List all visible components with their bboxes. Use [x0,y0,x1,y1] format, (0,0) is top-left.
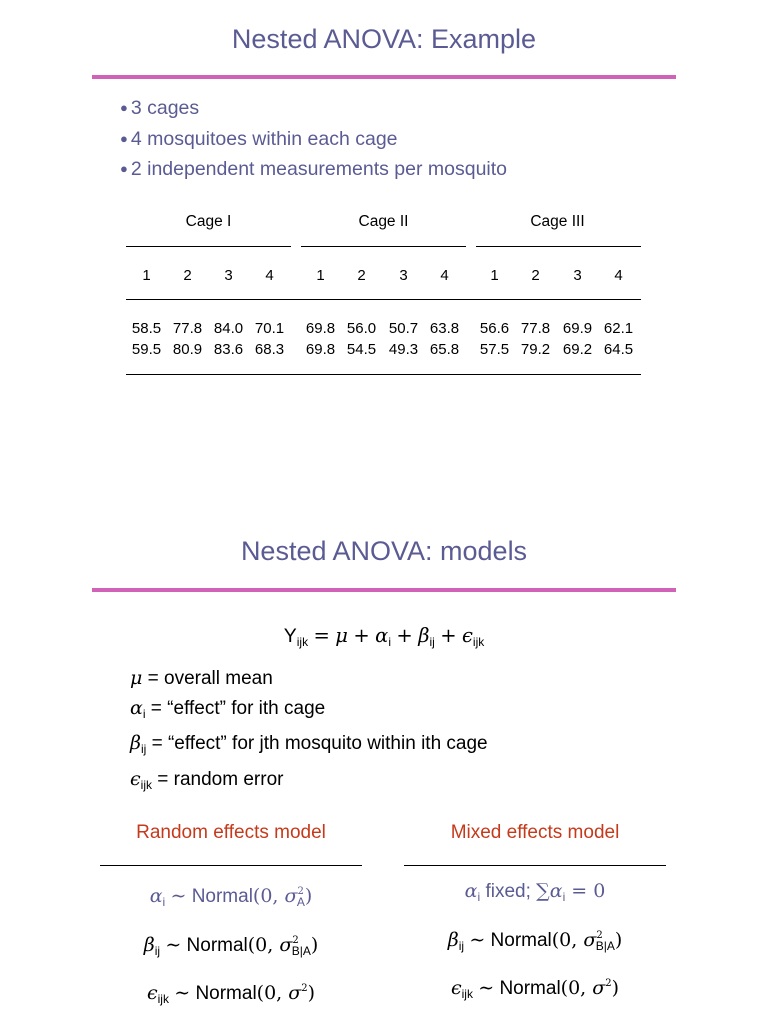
slide1-title: Nested ANOVA: Example [231,24,537,54]
random-beta-line: $\beta_{ij}$ ∼ Normal(0, $\sigma^2_{B|A}$) [143,933,319,958]
cage-heading: Cage III [530,213,585,230]
measurement-cell: 77.8 [520,320,551,337]
mosquito-label: 3 [224,267,233,284]
cage-heading: Cage I [185,213,232,230]
cage-underline [476,246,641,247]
mosquito-label: 1 [142,267,151,284]
measurement-cell: 69.2 [562,341,593,358]
measurement-cell: 77.8 [172,320,203,337]
measurement-cell: 63.8 [429,320,460,337]
mosquito-label: 4 [614,267,623,284]
definition-row: $\epsilon_{ijk}$ = random error [130,767,284,792]
mosquito-label: 3 [573,267,582,284]
measurement-cell: 80.9 [172,341,203,358]
slide2-title: Nested ANOVA: models [240,536,528,566]
random-effects-formulas [100,873,362,1019]
random-effects-heading: Random effects model [136,822,326,843]
bullet-item: ● 2 independent measurements per mosquito [120,158,508,180]
measurement-cell: 70.1 [254,320,285,337]
mosquito-label: 3 [399,267,408,284]
bullet-dot-icon: ● [120,100,128,115]
model-equation: $Y_{ijk} = \mu + \alpha_i + \beta_{ij} + \epsilon_{ijk}$ [283,624,485,649]
cage-underline [301,246,466,247]
measurement-cell: 84.0 [213,320,244,337]
measurement-cell: 69.8 [305,320,336,337]
definition-row: $\beta_{ij}$ = “effect” for jth mosquito within ith cage [130,732,488,756]
random-alpha-line: $\alpha_i$ ∼ Normal(0, $\sigma^2_A$) [149,885,313,909]
random-model-rule [100,865,362,866]
measurement-cell: 83.6 [213,341,244,358]
measurement-cell: 57.5 [479,341,510,358]
mosquito-label: 1 [490,267,499,284]
measurement-cell: 59.5 [131,341,162,358]
random-epsilon-line: $\epsilon_{ijk}$ ∼ Normal(0, $\sigma^2$) [146,982,316,1006]
bullet-item: ● 4 mosquitoes within each cage [120,127,398,150]
measurement-cell: 58.5 [131,320,162,337]
definition-row: μ = overall mean [130,667,273,689]
mosquito-label: 4 [265,267,274,284]
bullet-item: ● 3 cages [120,97,200,119]
measurement-cell: 54.5 [346,341,377,358]
measurement-cell: 64.5 [603,341,634,358]
mixed-effects-heading: Mixed effects model [450,822,620,843]
mixed-epsilon-line: $\epsilon_{ijk}$ ∼ Normal(0, $\sigma^2$) [450,977,620,1001]
table-bottom-rule [126,374,641,375]
table-divider [126,299,641,300]
measurement-cell: 62.1 [603,320,634,337]
measurement-cell: 49.3 [388,341,419,358]
slide1-title-rule [92,75,676,79]
slide1-bullet-list [120,94,507,186]
definition-row: $\alpha_i$ = “effect” for ith cage [130,696,326,721]
measurement-cell: 50.7 [388,320,419,337]
mosquito-label: 2 [531,267,540,284]
measurement-cell: 65.8 [429,341,460,358]
bullet-dot-icon: ● [120,130,128,146]
mosquito-label: 2 [357,267,366,284]
measurement-cell: 79.2 [520,341,551,358]
mixed-beta-line: $\beta_{ij}$ ∼ Normal(0, $\sigma^2_{B|A}$) [447,928,623,953]
mixed-alpha-line: $\alpha_i$ fixed; $\sum\alpha_i = 0$ [464,880,606,904]
measurement-cell: 69.9 [562,320,593,337]
term-definitions [130,664,488,800]
slide2-title-rule [92,588,676,592]
mosquito-label: 2 [183,267,192,284]
bullet-dot-icon: ● [120,161,128,176]
mixed-effects-formulas [404,873,666,1014]
mosquito-label: 1 [316,267,325,284]
mixed-model-rule [404,865,666,866]
measurement-cell: 56.6 [479,320,510,337]
measurement-cell: 56.0 [346,320,377,337]
measurement-cell: 68.3 [254,341,285,358]
mosquito-label: 4 [440,267,449,284]
measurement-cell: 69.8 [305,341,336,358]
cage-heading: Cage II [358,213,409,230]
cage-underline [126,246,291,247]
